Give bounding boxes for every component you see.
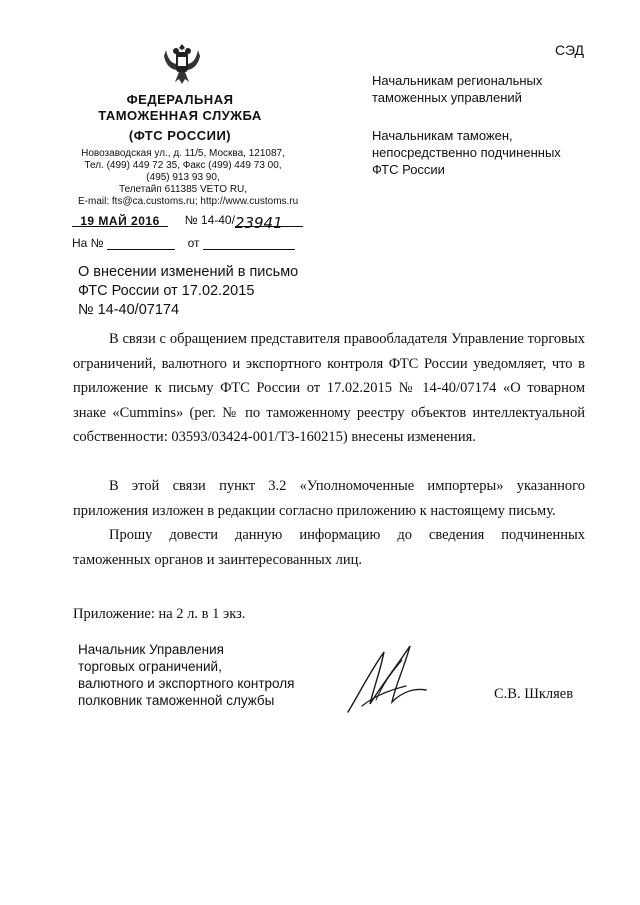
enclosure-note: Приложение: на 2 л. в 1 экз. [73,606,246,622]
signer-name: С.В. Шкляев [494,686,574,702]
address-line: Телетайп 611385 VETO RU, [118,184,248,195]
paragraph-text: Прошу довести данную информацию до сведения подчиненных таможенных органов и заинтересованных лиц. [73,527,585,568]
handwritten-signature [340,632,450,722]
recipient-line: таможенных управлений [372,90,522,105]
signer-title-line: Начальник Управления [78,642,224,657]
org-name-line2: ТАМОЖЕННАЯ СЛУЖБА [98,108,262,123]
org-name-line1: ФЕДЕРАЛЬНАЯ [126,92,234,107]
address-line: Новозаводская ул., д. 11/5, Москва, 121087, [81,148,285,159]
sed-mark: СЭД [555,42,585,58]
signer-title-line: торговых ограничений, [78,659,222,674]
ot-label: от [187,236,200,250]
body-paragraph-3 [73,523,585,572]
subject-block [78,263,298,320]
signer-title [78,641,294,709]
registration-line [72,213,303,232]
body-paragraph-2 [73,474,585,523]
org-name-line3: (ФТС РОССИИ) [128,128,232,143]
na-label: На № [72,236,104,250]
address-block [78,148,299,208]
recipients-group-1 [372,72,542,106]
subject-line: ФТС России от 17.02.2015 [78,283,255,299]
recipient-line: непосредственно подчиненных [372,145,561,160]
recipient-line: Начальникам таможен, [372,128,513,143]
outgoing-number-handwritten: 23941 [234,214,283,232]
recipient-line: Начальникам региональных [372,73,543,88]
reference-line [72,236,295,250]
outgoing-number-prefix: № 14-40/ [184,213,235,227]
date-stamp: 19 МАЙ 2016 [80,214,160,228]
subject-line: О внесении изменений в письмо [78,264,299,280]
address-line: E-mail: fts@ca.customs.ru; http://www.customs.ru [78,196,299,207]
paragraph-text: В этой связи пункт 3.2 «Уполномоченные импортеры» указанного приложения изложен в редакции согласно приложению к настоящему письму. [73,478,585,519]
signer-title-line: валютного и экспортного контроля [78,676,295,691]
coat-of-arms-emblem [160,40,204,88]
signer-title-line: полковник таможенной службы [78,693,275,708]
recipient-line: ФТС России [372,162,445,177]
paragraph-text: В связи с обращением представителя правообладателя Управление торговых ограничений, валютного и экспортного контроля ФТС России уведомляет, что в приложение к письму ФТС России от 17.02.2015 № 14-40/07174 «О товарном знаке «Cummins» (рег. № по таможенному реестру объектов интеллектуальной собственности: 03593/03424-001/ТЗ-160215) внесены изменения. [73,331,585,445]
ot-blank [203,237,295,250]
body-paragraph-1 [73,327,585,450]
recipients-group-2 [372,127,561,178]
na-blank [107,237,175,250]
address-line: (495) 913 93 90, [146,172,220,183]
address-line: Тел. (499) 449 72 35, Факс (499) 449 73 00, [84,160,282,171]
subject-line: № 14-40/07174 [78,302,180,318]
